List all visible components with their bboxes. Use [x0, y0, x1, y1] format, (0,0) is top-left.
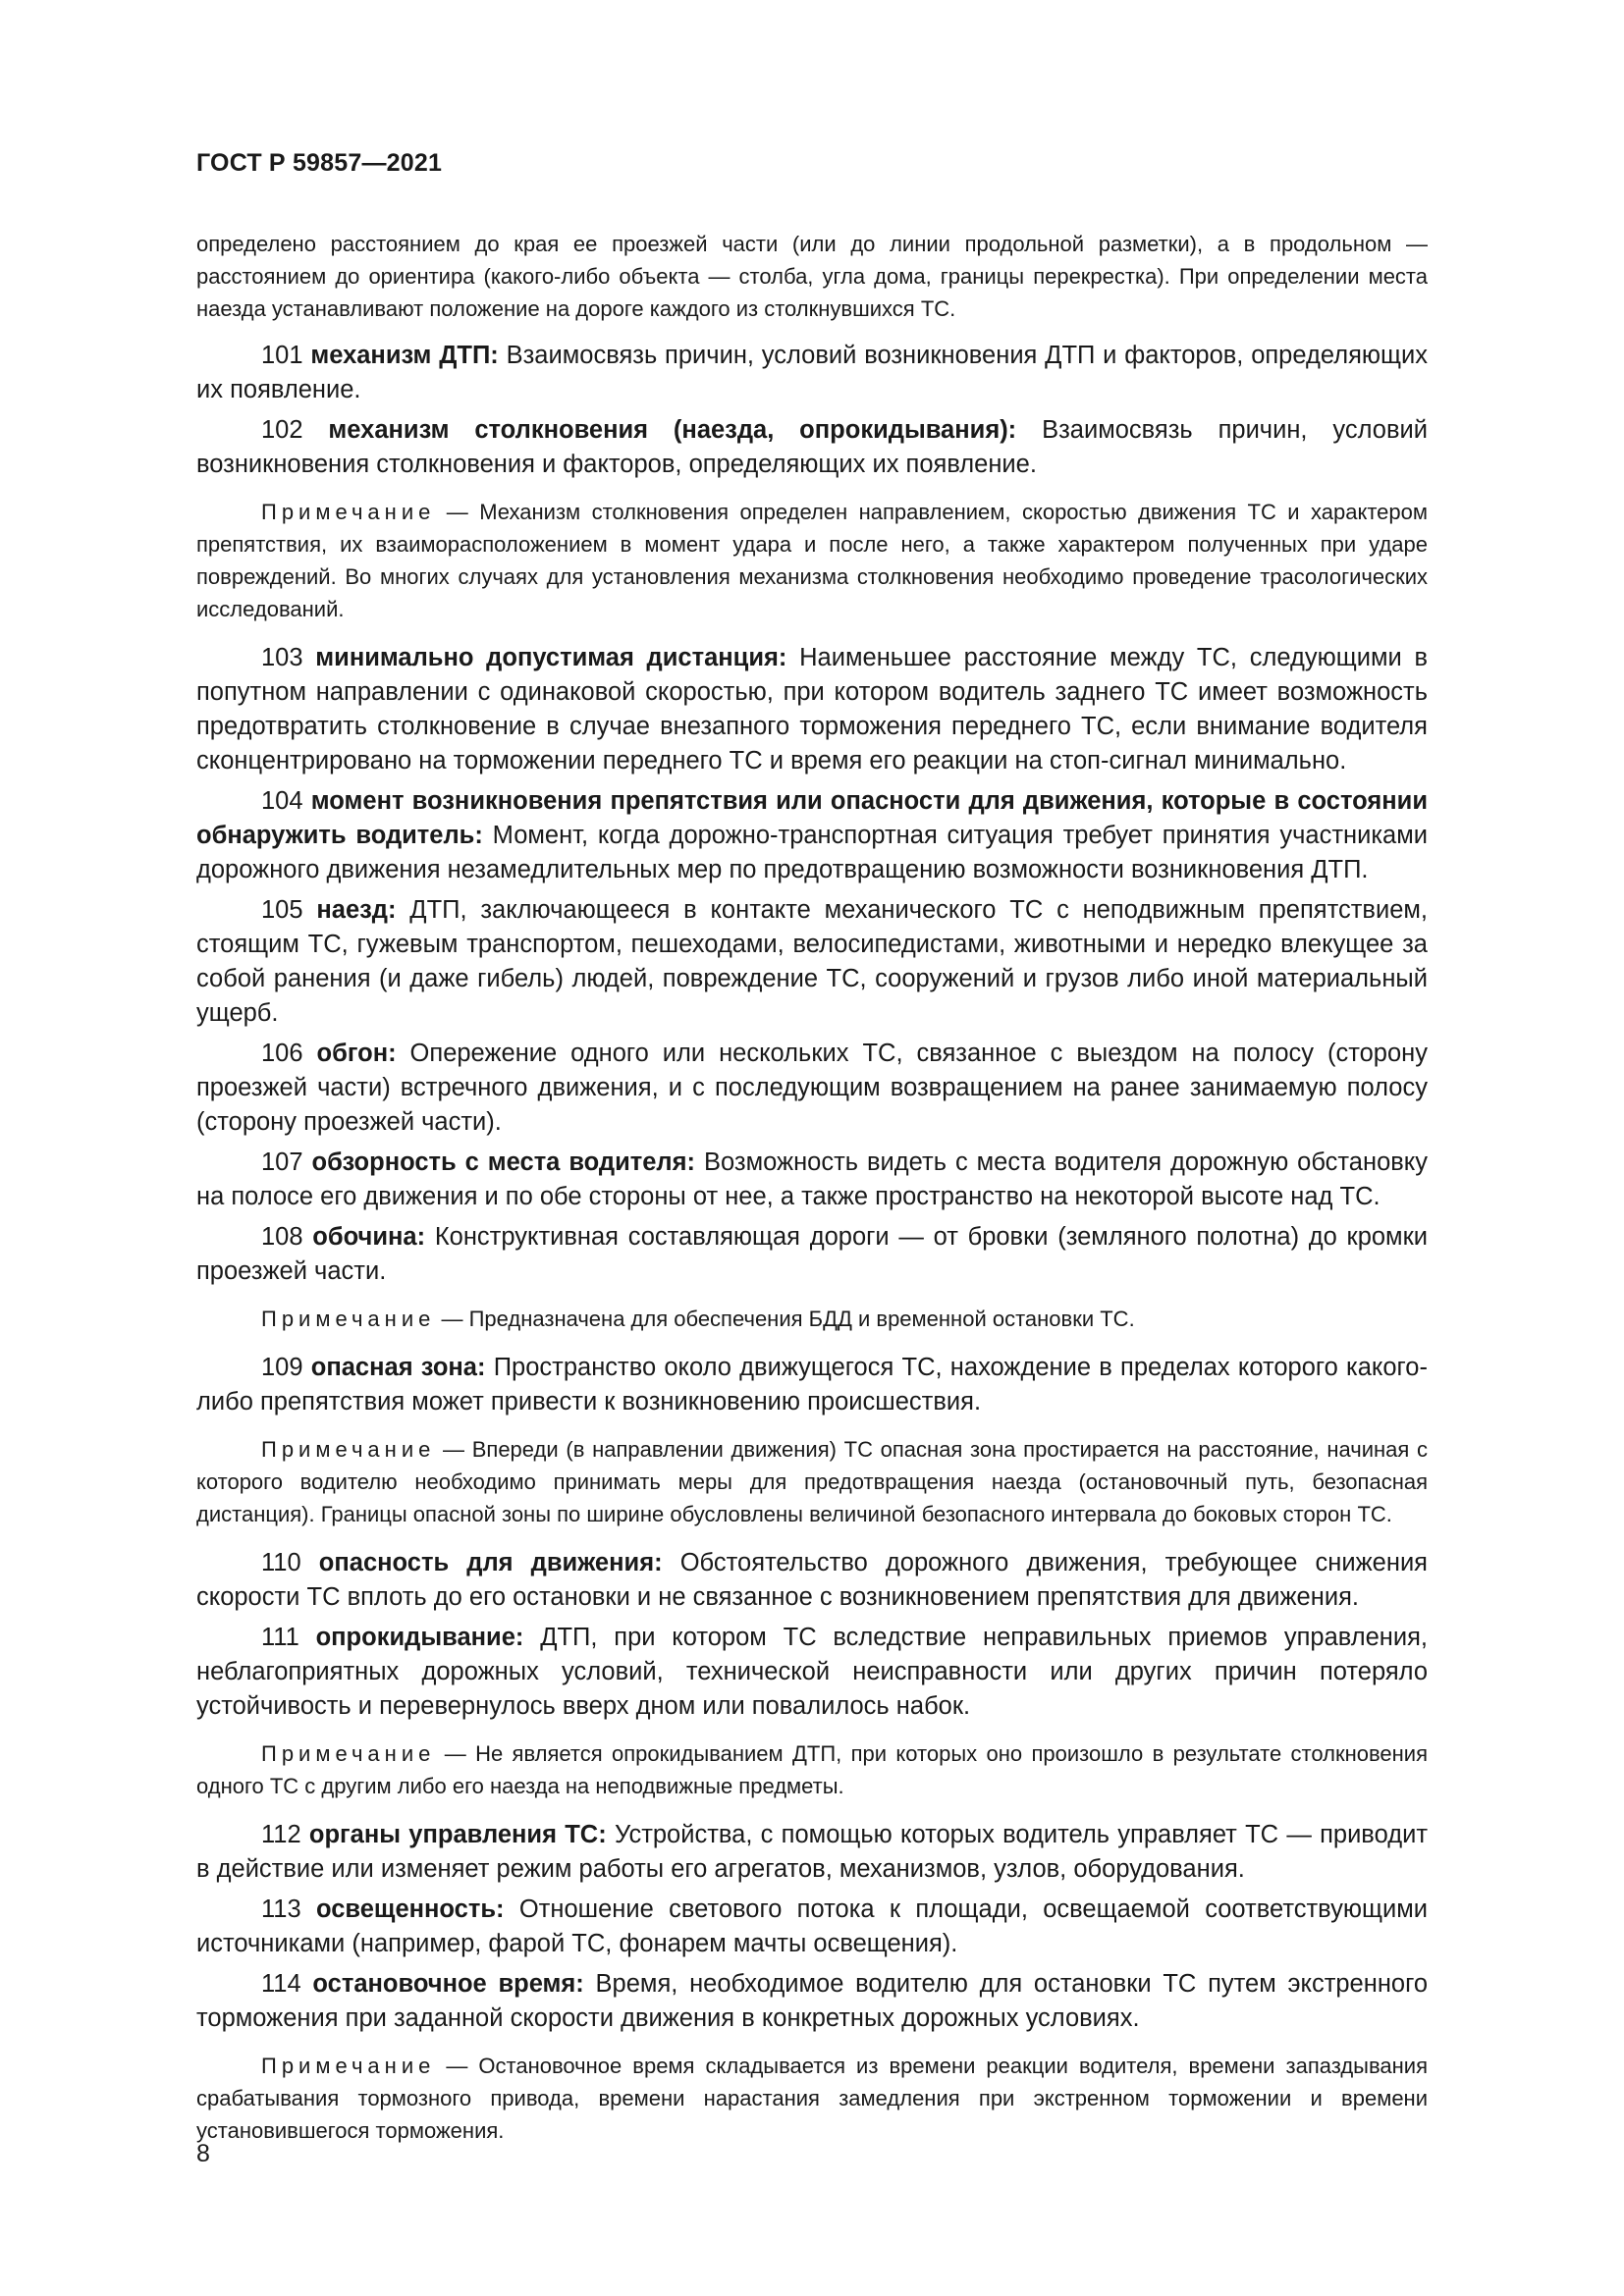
term-note — [196, 496, 1428, 625]
note-dash: — — [435, 500, 480, 524]
term-definition: ДТП, заключающееся в контакте механического ТС с неподвижным препятствием, стоящим ТС, гужевым транспортом, пешеходами, велосипедистами, животными и нередко влекущее за собой ранения (и даже гибель) людей, повреждение ТС, сооружений и грузов либо иной материальный ущерб. — [196, 896, 1428, 1027]
term-note — [196, 2050, 1428, 2147]
term-note — [196, 1433, 1428, 1530]
term-number: 104 — [261, 787, 303, 815]
term-definition: Возможность видеть с места водителя дорожную обстановку на полосе его движения и по обе стороны от нее, а также пространство на некоторой высоте над ТС. — [196, 1148, 1428, 1210]
term-definition: Пространство около движущегося ТС, нахождение в пределах которого какого-либо препятствия может привести к возникновению происшествия. — [196, 1354, 1428, 1415]
term-name: опрокидывание: — [315, 1624, 524, 1651]
term-name: минимально допустимая дистанция: — [315, 644, 787, 671]
term-entry — [196, 1967, 1428, 2036]
term-definition: Взаимосвязь причин, условий возникновения ДТП и факторов, определяющих их появление. — [196, 342, 1428, 403]
note-label: Примечание — [261, 1307, 436, 1331]
note-text: Не является опрокидыванием ДТП, при которых оно произошло в результате столкновения одного ТС с другим либо его наезда на неподвижные предметы. — [196, 1741, 1428, 1798]
term-entry — [196, 413, 1428, 482]
note-text: Остановочное время складывается из времени реакции водителя, времени запаздывания срабатывания тормозного привода, времени нарастания замедления при экстренном торможении и времени установившегося торможения. — [196, 2054, 1428, 2143]
term-name: обгон: — [316, 1040, 397, 1067]
term-definition: Устройства, с помощью которых водитель управляет ТС — приводит в действие или изменяет режим работы его агрегатов, механизмов, узлов, оборудования. — [196, 1821, 1428, 1883]
continuation-paragraph: определено расстоянием до края ее проезжей части (или до линии продольной разметки), а в продольном — расстоянием до ориентира (какого-либо объекта — столба, угла дома, границы перекрестка). При определении места наезда устанавливают положение на дороге каждого из столкнувшихся ТС. — [196, 232, 1428, 321]
note-text: Механизм столкновения определен направлением, скоростью движения ТС и характером препятствия, их взаиморасположением в момент удара и после него, а также характером полученных при ударе повреждений. Во многих случаях для установления механизма столкновения необходимо проведение трасологических исследований. — [196, 500, 1428, 621]
term-number: 110 — [261, 1549, 301, 1576]
term-entry — [196, 1037, 1428, 1140]
term-definition: Момент, когда дорожно-транспортная ситуация требует принятия участниками дорожного движения незамедлительных мер по предотвращению возможности возникновения ДТП. — [196, 822, 1429, 883]
term-number: 109 — [261, 1354, 303, 1381]
term-entry — [196, 1818, 1428, 1887]
term-number: 113 — [261, 1896, 301, 1923]
note-dash: — — [435, 1437, 472, 1462]
term-entry — [196, 1220, 1428, 1289]
term-name: механизм ДТП: — [310, 342, 499, 369]
note-dash: — — [435, 1741, 476, 1766]
term-name: обзорность с места водителя: — [311, 1148, 696, 1176]
note-dash: — — [435, 1307, 469, 1331]
term-definition: Опережение одного или нескольких ТС, связанное с выездом на полосу (сторону проезжей части) встречного движения, и с последующим возвращением на ранее занимаемую полосу (сторону проезжей части). — [196, 1040, 1428, 1136]
term-entry — [196, 1621, 1428, 1724]
note-text: Впереди (в направлении движения) ТС опасная зона простирается на расстояние, начиная с которого водителю необходимо принимать меры для предотвращения наезда (остановочный путь, безопасная дистанция). Границы опасной зоны по ширине обусловлены величиной безопасного интервала до боковых сторон ТС. — [196, 1437, 1428, 1526]
term-entry — [196, 641, 1428, 778]
term-definition: Обстоятельство дорожного движения, требующее снижения скорости ТС вплоть до его остановки и не связанное с возникновением препятствия для движения. — [196, 1549, 1428, 1611]
term-definition: ДТП, при котором ТС вследствие неправильных приемов управления, неблагоприятных дорожных условий, технической неисправности или других причин потеряло устойчивость и перевернулось вверх дном или повалилось набок. — [196, 1624, 1428, 1720]
term-number: 112 — [261, 1821, 301, 1848]
term-number: 103 — [261, 644, 303, 671]
term-definition: Взаимосвязь причин, условий возникновения столкновения и факторов, определяющих их появление. — [196, 416, 1428, 478]
term-entry — [196, 1146, 1428, 1214]
term-number: 106 — [261, 1040, 303, 1067]
term-entry — [196, 1351, 1428, 1419]
page-number: 8 — [196, 2140, 210, 2167]
note-text: Предназначена для обеспечения БДД и временной остановки ТС. — [468, 1307, 1135, 1331]
term-number: 111 — [261, 1624, 299, 1651]
term-definition: Конструктивная составляющая дороги — от бровки (земляного полотна) до кромки проезжей части. — [196, 1223, 1428, 1285]
term-entry — [196, 1893, 1428, 1961]
term-name: механизм столкновения (наезда, опрокидывания): — [328, 416, 1017, 444]
term-entry — [196, 893, 1428, 1031]
term-name: органы управления ТС: — [308, 1821, 607, 1848]
term-definition: Наименьшее расстояние между ТС, следующими в попутном направлении с одинаковой скоростью, при котором водитель заднего ТС имеет возможность предотвратить столкновение в случае внезапного торможения переднего ТС, если внимание водителя сконцентрировано на торможении переднего ТС и время его реакции на стоп-сигнал минимально. — [196, 644, 1428, 774]
term-number: 114 — [261, 1970, 301, 1998]
term-entry — [196, 1546, 1428, 1615]
note-label: Примечание — [261, 500, 436, 524]
term-number: 107 — [261, 1148, 303, 1176]
term-name: опасная зона: — [310, 1354, 486, 1381]
term-number: 108 — [261, 1223, 303, 1251]
term-number: 105 — [261, 896, 303, 924]
note-label: Примечание — [261, 1741, 436, 1766]
term-definition: Время, необходимое водителю для остановки ТС путем экстренного торможения при заданной скорости движения в конкретных дорожных условиях. — [196, 1970, 1428, 2032]
term-entry — [196, 339, 1428, 407]
note-dash: — — [435, 2054, 479, 2078]
note-label: Примечание — [261, 2054, 436, 2078]
term-definition: Отношение светового потока к площади, освещаемой соответствующими источниками (например, фарой ТС, фонарем мачты освещения). — [196, 1896, 1429, 1957]
term-entries — [196, 339, 1428, 2147]
term-name: освещенность: — [315, 1896, 505, 1923]
term-number: 101 — [261, 342, 303, 369]
term-note — [196, 1737, 1428, 1802]
term-number: 102 — [261, 416, 303, 444]
term-name: опасность для движения: — [318, 1549, 663, 1576]
term-name: момент возникновения препятствия или опасности для движения, которые в состоянии обнаружить водитель: — [196, 787, 1428, 849]
document-header: ГОСТ Р 59857—2021 — [196, 149, 443, 177]
term-note — [196, 1303, 1428, 1335]
term-entry — [196, 784, 1428, 887]
document-page — [196, 0, 1428, 2296]
term-name: наезд: — [316, 896, 397, 924]
term-name: остановочное время: — [312, 1970, 584, 1998]
note-label: Примечание — [261, 1437, 436, 1462]
document-body — [196, 228, 1428, 2163]
term-name: обочина: — [312, 1223, 426, 1251]
